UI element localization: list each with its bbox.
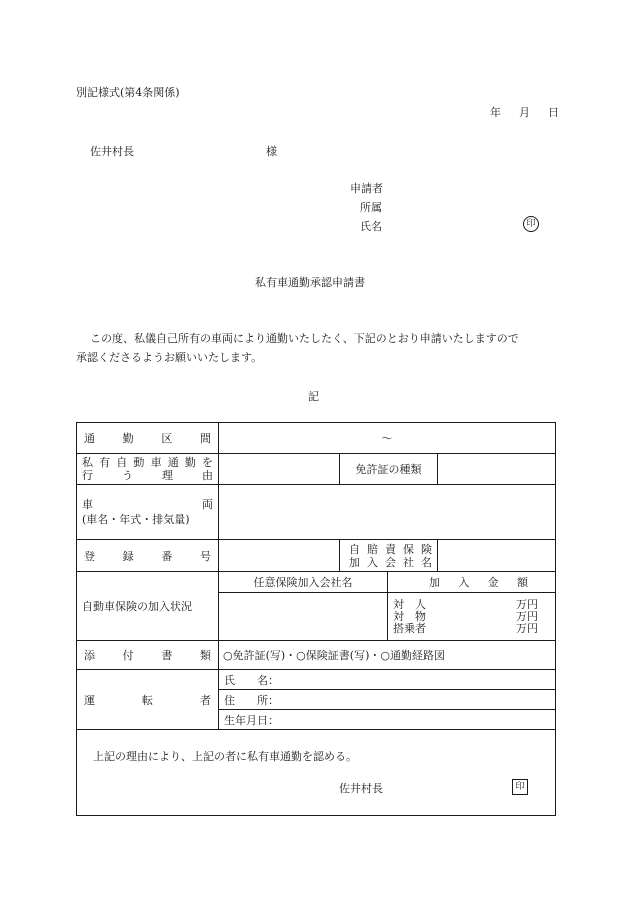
addressee: 佐井村長 bbox=[90, 145, 134, 158]
driver-name-label: 氏 名： bbox=[224, 673, 279, 687]
row-route bbox=[77, 423, 556, 454]
jibaiseki-value[interactable] bbox=[438, 540, 556, 572]
row-approval bbox=[77, 730, 556, 816]
application-table bbox=[76, 422, 556, 816]
route-value[interactable]: ～ bbox=[219, 423, 556, 454]
row-insurance-header bbox=[77, 572, 556, 593]
vehicle-label: 車 両 (車名・年式・排気量) bbox=[77, 485, 219, 540]
insurance-company-value[interactable] bbox=[219, 593, 388, 641]
row-registration bbox=[77, 540, 556, 572]
form-label: 別記様式(第4条関係) bbox=[76, 86, 180, 99]
approval-text: 上記の理由により、上記の者に私有車通勤を認める。 bbox=[93, 750, 357, 763]
applicant-seal-icon: 印 bbox=[523, 216, 539, 232]
amount-row-name: 対 人 bbox=[393, 597, 426, 611]
date-month: 月 bbox=[519, 106, 530, 119]
attachments-value: ○免許証(写)・○保険証書(写)・○通勤経路図 bbox=[219, 641, 556, 670]
body-line-1: この度、私儀自己所有の車両により通勤いたしたく、下記のとおり申請いたしますので bbox=[90, 332, 519, 345]
driver-address-label: 住 所： bbox=[224, 693, 279, 707]
body-line-2: 承認くださるようお願いいたします。 bbox=[76, 351, 263, 364]
affiliation-label: 所属 bbox=[360, 201, 382, 214]
name-label: 氏名 bbox=[360, 220, 382, 233]
insurance-label: 自動車保険の加入状況 bbox=[77, 572, 219, 641]
vehicle-value[interactable] bbox=[219, 485, 556, 540]
license-type-value[interactable] bbox=[438, 454, 556, 485]
driver-birthdate-label: 生年月日： bbox=[224, 713, 279, 727]
amount-row-unit: 万円 bbox=[516, 597, 538, 611]
row-attachments bbox=[77, 641, 556, 670]
row-reason bbox=[77, 454, 556, 485]
amount-row-unit: 万円 bbox=[516, 609, 538, 623]
insurance-amounts bbox=[388, 593, 556, 641]
driver-address-field[interactable] bbox=[219, 690, 556, 710]
amount-row-unit: 万円 bbox=[516, 621, 538, 635]
amount-row-name: 対 物 bbox=[393, 609, 426, 623]
date-day: 日 bbox=[548, 106, 559, 119]
document-title: 私有車通勤承認申請書 bbox=[255, 276, 365, 289]
row-driver-name bbox=[77, 670, 556, 690]
registration-label: 登 録 番 号 bbox=[77, 540, 219, 572]
route-label: 通 勤 区 間 bbox=[77, 423, 219, 454]
amount-row-name: 搭乗者 bbox=[393, 621, 426, 635]
date-line bbox=[490, 104, 559, 120]
reason-value[interactable] bbox=[219, 454, 340, 485]
driver-label: 運 転 者 bbox=[77, 670, 219, 730]
reason-label: 私 有 自 動 車 通 勤 を 行 う 理 由 bbox=[77, 454, 219, 485]
honorific: 様 bbox=[266, 145, 277, 158]
vehicle-sub-label: (車名・年式・排気量) bbox=[82, 513, 190, 526]
date-year: 年 bbox=[490, 106, 501, 119]
insurance-company-header: 任意保険加入会社名 bbox=[219, 572, 388, 593]
approval-seal-icon: 印 bbox=[512, 779, 528, 795]
attachments-label: 添 付 書 類 bbox=[77, 641, 219, 670]
row-vehicle bbox=[77, 485, 556, 540]
ki-heading: 記 bbox=[308, 390, 319, 403]
applicant-heading: 申請者 bbox=[350, 182, 383, 195]
driver-name-field[interactable] bbox=[219, 670, 556, 690]
approval-signer: 佐井村長 bbox=[339, 782, 383, 795]
license-type-label: 免許証の種類 bbox=[340, 454, 438, 485]
driver-birthdate-field[interactable] bbox=[219, 710, 556, 730]
registration-value[interactable] bbox=[219, 540, 340, 572]
approval-cell bbox=[77, 730, 556, 816]
jibaiseki-label: 自 賠 責 保 険 加 入 会 社 名 bbox=[340, 540, 438, 572]
insurance-amount-header: 加 入 金 額 bbox=[388, 572, 556, 593]
